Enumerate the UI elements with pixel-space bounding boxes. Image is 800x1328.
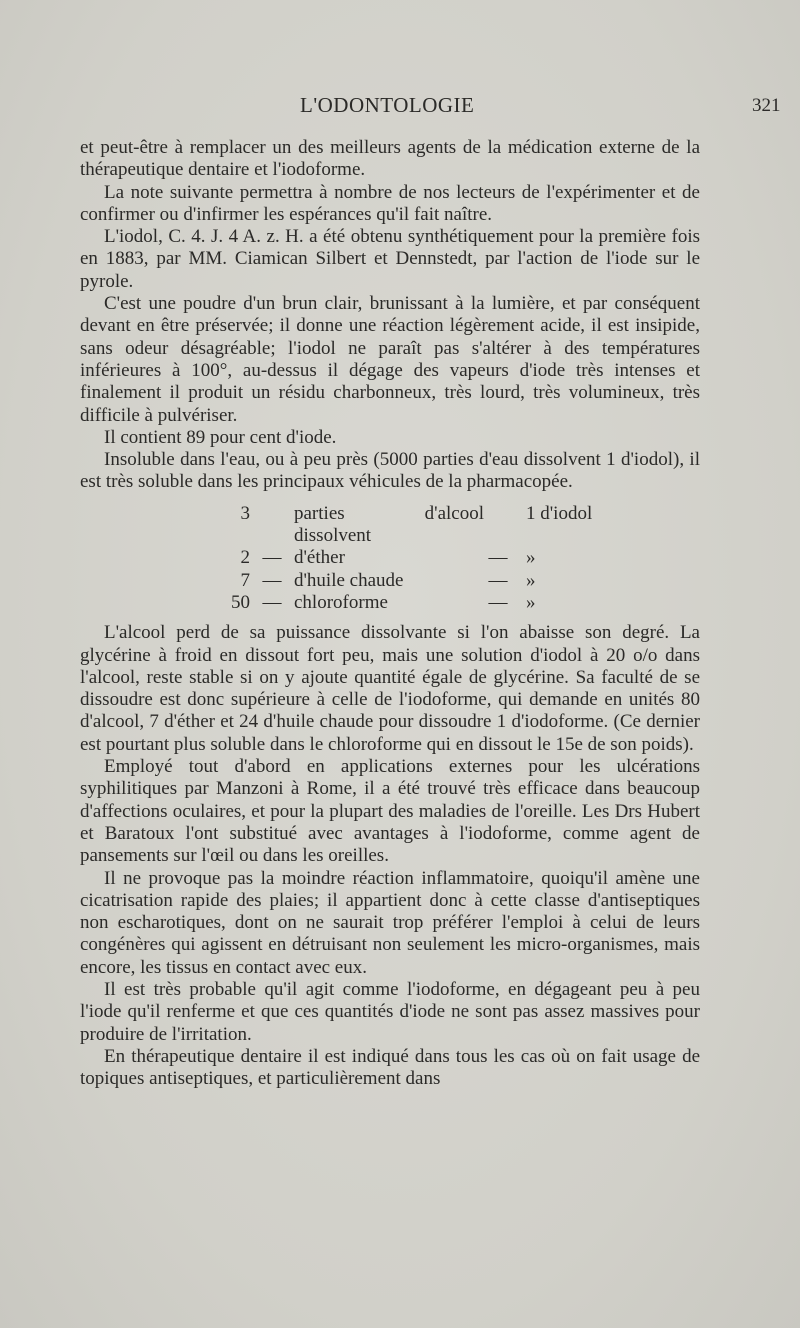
table-cell-solvent: chloroforme (294, 591, 388, 613)
table-row (220, 592, 640, 614)
paragraph: La note suivante permettra à nombre de nos lecteurs de l'expérimenter et de confirmer ou d'infirmer les espérances qu'il fait naître. (80, 181, 700, 225)
table-cell-dash (258, 503, 286, 548)
solubility-table (220, 503, 640, 614)
table-cell-ditto: — (488, 547, 508, 569)
table-cell-ditto (484, 503, 512, 548)
table-cell-solvent: d'huile chaude (294, 569, 404, 591)
table-row (220, 570, 640, 592)
table-cell-dash: — (262, 591, 282, 613)
paragraph: Il contient 89 pour cent d'iode. (104, 426, 337, 448)
table-cell-result: » (526, 547, 536, 569)
paragraph: En thérapeutique dentaire il est indiqué dans tous les cas où on fait usage de topiques antiseptiques, et particulièrement dans (80, 1045, 700, 1090)
table-cell-qty: 3 (240, 502, 250, 524)
paragraphs-after-table (80, 622, 700, 1090)
body-text (80, 137, 700, 1090)
table-cell-qty: 2 (240, 547, 250, 569)
running-title: L'ODONTOLOGIE (300, 93, 475, 117)
table-cell-solvent: parties d'alcool dissolvent (294, 502, 484, 547)
table-cell-ditto: — (488, 569, 508, 591)
table-cell-solvent: d'éther (294, 547, 345, 569)
page-number: 321 (752, 95, 781, 116)
table-cell-qty: 7 (240, 569, 250, 591)
paragraph: L'alcool perd de sa puissance dissolvante si l'on abaisse son degré. La glycérine à froid en dissout fort peu, mais une solution d'iodol à 20 o/o dans l'alcool, reste stable si on y ajoute quantité égale de glycérine. Sa faculté de se dissoudre est donc supérieure à celle de l'iodoforme, qui demande en unités 80 d'alcool, 7 d'éther et 24 d'huile chaude pour dissoudre 1 d'iodoforme. (Ce dernier est pourtant plus soluble dans le chloroforme qui en dissout le 15e de son poids). (80, 622, 700, 755)
table-cell-result: 1 d'iodol (526, 502, 593, 524)
paragraphs-before-table (80, 137, 700, 494)
paragraph: Il est très probable qu'il agit comme l'iodoforme, en dégageant peu à peu l'iode qu'il renferme et que ces quantités d'iode ne sont pas assez massives pour produire de l'irritation. (80, 978, 700, 1045)
paragraph: Insoluble dans l'eau, ou à peu près (5000 parties d'eau dissolvent 1 d'iodol), il est très soluble dans les principaux véhicules de la pharmacopée. (80, 449, 700, 493)
table-cell-ditto: — (488, 591, 508, 613)
paragraph: C'est une poudre d'un brun clair, brunissant à la lumière, et par conséquent devant en être préservée; il donne une réaction légèrement acide, il est insipide, sans odeur désagréable; l'iodol ne paraît pas s'altérer à des températures inférieures à 100°, au-dessus il dégage des vapeurs d'iode très intenses et finalement il produit un résidu charbonneux, très lourd, très volumineux, très difficile à pulvériser. (80, 293, 700, 426)
table-cell-dash: — (262, 547, 282, 569)
table-row (220, 503, 640, 548)
paragraph: Employé tout d'abord en applications externes pour les ulcérations syphilitiques par Manzoni à Rome, il a été trouvé très efficace dans beaucoup d'affections oculaires, et pour la plupart des maladies de l'oreille. Les Drs Hubert et Baratoux l'ont substitué avec avantages à l'iodoforme, comme agent de pansements sur l'œil ou dans les oreilles. (80, 756, 700, 867)
paragraph: et peut-être à remplacer un des meilleurs agents de la médication externe de la thérapeutique dentaire et l'iodoforme. (80, 137, 700, 181)
table-cell-result: » (526, 591, 536, 613)
page-header (0, 93, 800, 123)
paragraph: L'iodol, C. 4. J. 4 A. z. H. a été obtenu synthétiquement pour la première fois en 1883, par MM. Ciamican Silbert et Dennstedt, par l'action de l'iode sur le pyrole. (80, 226, 700, 292)
table-cell-dash: — (262, 569, 282, 591)
table-cell-result: » (526, 569, 536, 591)
paragraph: Il ne provoque pas la moindre réaction inflammatoire, quoiqu'il amène une cicatrisation rapide des plaies; il appartient donc à cette classe d'antiseptiques non escharotiques, dont on ne saurait trop préférer l'emploi à celui de leurs congénères qui agissent en détruisant non seulement les micro-organismes, mais encore, les tissus en contact avec eux. (80, 867, 700, 978)
table-cell-qty: 50 (231, 591, 250, 613)
table-row (220, 547, 640, 569)
